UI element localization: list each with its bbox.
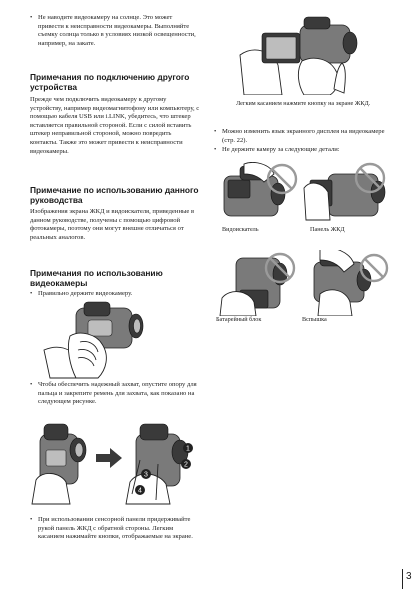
heading-manual-note: Примечание по использованию данного руководства bbox=[30, 185, 199, 205]
page-number-rule bbox=[402, 569, 403, 589]
bullet-touch-panel-text: При использовании сенсорной панели придерживайте рукой панель ЖКД с обратной стороны. Легким касанием нажимайте кнопки, отображаемые на экране. bbox=[38, 516, 193, 541]
bullet-sun-warning: • Не наводите видеокамеру на солнце. Это может привести к неисправности видеокамеры. Выполняйте съемку солнца только в условиях низкой освещенности, например, на закате. bbox=[30, 14, 196, 47]
label-flash: Вспышка bbox=[302, 316, 327, 323]
callout-2: 2 bbox=[184, 461, 188, 469]
hold-viewfinder-illustration bbox=[214, 162, 300, 222]
hold-lcd-panel-illustration bbox=[302, 162, 390, 222]
heading-connecting-devices: Примечания по подключению другого устройства bbox=[30, 72, 190, 92]
heading-camera-usage: Примечания по использованию видеокамеры bbox=[30, 268, 163, 288]
bullet-secure-grip: • Чтобы обеспечить надежный захват, опустите опору для пальца и закрепите ремень для захвата, как показано на следующем рисунке. bbox=[30, 381, 197, 406]
callout-4: 4 bbox=[138, 487, 142, 495]
lcd-touch-illustration bbox=[238, 15, 368, 95]
para-connecting-devices: Прежде чем подключить видеокамеру к другому устройству, например видеомагнитофону или компьютеру, с помощью кабеля USB или i.LINK, убедитесь, что штекер вставляется правильной стороной. Если с силой вставить штекер неправильной стороной, можно повредить контакты. Также это может привести к неисправности видеокамеры. bbox=[30, 96, 200, 155]
label-battery: Батарейный блок bbox=[216, 316, 262, 323]
para-manual-note: Изображения экрана ЖКД и видоискателя, приведенные в данном руководстве, получены с помощью цифровой фотокамеры, поэтому они могут внешне отличаться от реальных аналогов. bbox=[30, 208, 195, 241]
page-number: 3 bbox=[406, 571, 412, 582]
bullet-do-not-hold-text: Не держите камеру за следующие детали: bbox=[222, 146, 340, 153]
bullet-sun-warning-text: Не наводите видеокамеру на солнце. Это может привести к неисправности видеокамеры. Выполняйте съемку солнца только в условиях низкой освещенности, например, на закате. bbox=[38, 14, 196, 47]
label-lcd-panel: Панель ЖКД bbox=[310, 226, 345, 233]
bullet-hold-correctly-text: Правильно держите видеокамеру. bbox=[38, 290, 133, 297]
caption-lcd-touch: Легким касанием нажмите кнопку на экране ЖКД. bbox=[236, 100, 371, 107]
grip-strap-steps-illustration bbox=[28, 420, 203, 505]
hand-holding-camera-illustration bbox=[40, 300, 150, 380]
label-viewfinder: Видоискатель bbox=[222, 226, 259, 233]
bullet-secure-grip-text: Чтобы обеспечить надежный захват, опустите опору для пальца и закрепите ремень для захвата, как показано на следующем рисунке. bbox=[38, 381, 197, 406]
callout-3: 3 bbox=[144, 471, 148, 479]
callout-1: 1 bbox=[186, 445, 190, 453]
bullet-touch-panel: • При использовании сенсорной панели придерживайте рукой панель ЖКД с обратной стороны. Легким касанием нажимайте кнопки, отображаемые на экране. bbox=[30, 516, 193, 541]
hold-battery-illustration bbox=[214, 250, 300, 316]
hold-flash-illustration bbox=[300, 250, 390, 316]
bullet-do-not-hold: • Не держите камеру за следующие детали: bbox=[214, 146, 340, 153]
bullet-change-language-text: Можно изменить язык экранного дисплея на видеокамере (стр. 22). bbox=[222, 128, 385, 144]
bullet-hold-correctly: • Правильно держите видеокамеру. bbox=[30, 290, 133, 297]
bullet-change-language: • Можно изменить язык экранного дисплея на видеокамере (стр. 22). bbox=[214, 128, 385, 144]
